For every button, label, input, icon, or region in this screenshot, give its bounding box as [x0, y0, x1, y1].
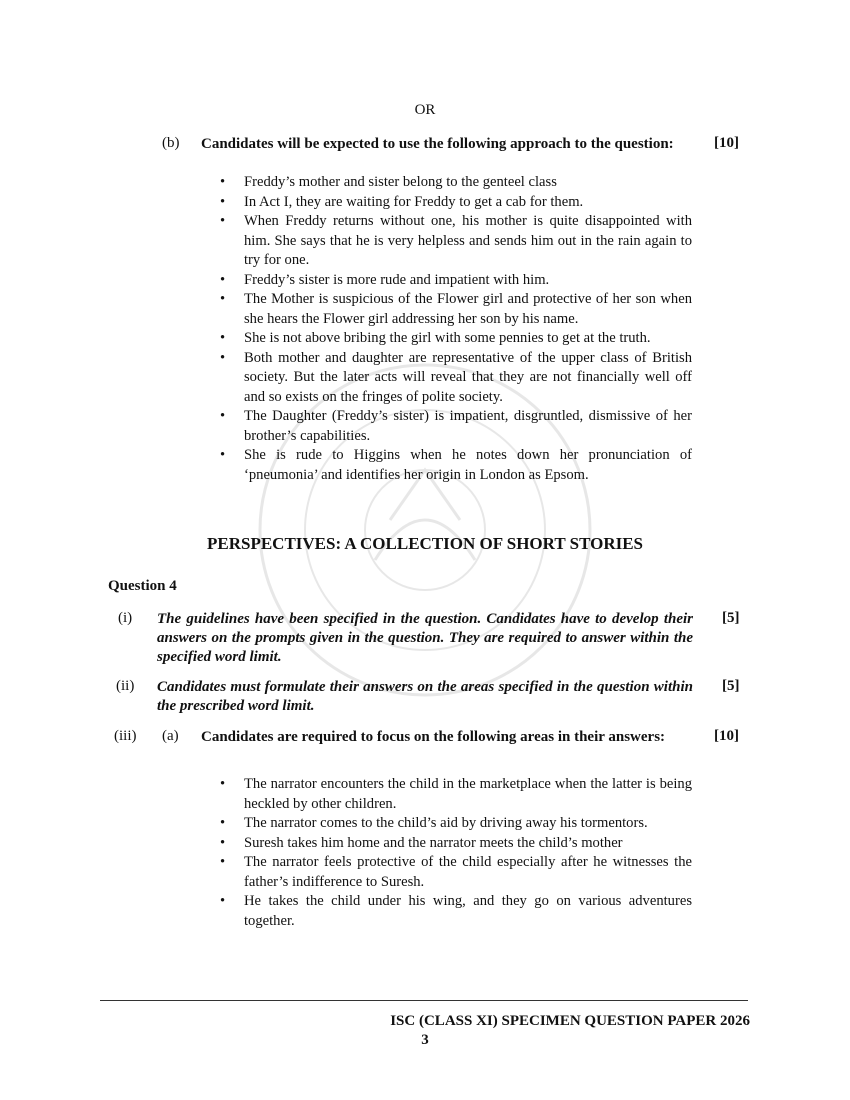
part-b-label: (b)	[162, 135, 180, 151]
list-item: • The Mother is suspicious of the Flower girl and protective of her son when she hears the Flower girl addressing her son by his name.	[220, 291, 692, 327]
list-item: • Both mother and daughter are representative of the upper class of British society. But the later acts will reveal that they are not financially well off and so exists on the fringes of polite society.	[220, 349, 692, 405]
list-item: • Freddy’s mother and sister belong to the genteel class	[220, 173, 692, 193]
list-item: • The narrator comes to the child’s aid by driving away his tormentors.	[220, 814, 692, 834]
footer-divider	[100, 1000, 748, 1001]
list-item: • When Freddy returns without one, his mother is quite disappointed with him. She says that he is very helpless and sends him out in the rain again to try for one.	[220, 213, 692, 268]
bullet-icon: •	[220, 349, 226, 366]
bullet-icon: •	[220, 893, 226, 909]
bullet-icon: •	[220, 193, 226, 210]
q-i-label: (i)	[118, 610, 133, 626]
list-item: • Suresh takes him home and the narrator meets the child’s mother	[220, 834, 692, 854]
footer-paper-title: ISC (CLASS XI) SPECIMEN QUESTION PAPER 2026	[390, 1013, 750, 1029]
q-iii-marks: [10]	[714, 728, 739, 744]
list-item: • The narrator encounters the child in the marketplace when the latter is being heckled by other children.	[220, 776, 692, 812]
bullet-icon: •	[220, 854, 226, 870]
list-item: • The narrator feels protective of the child especially after he witnesses the father’s indifference to Suresh.	[220, 854, 692, 890]
bullet-icon: •	[220, 447, 226, 463]
q-ii-marks: [5]	[722, 678, 740, 694]
q-i-text: The guidelines have been specified in the question. Candidates have to develop their answers on the prompts given in the question. They are required to answer within the specified word limit.	[157, 611, 693, 665]
part-b-bullet-list	[220, 173, 692, 485]
list-item: • She is rude to Higgins when he notes down her pronunciation of ‘pneumonia’ and identifies her origin in London as Epsom.	[220, 447, 692, 483]
bullet-icon: •	[220, 834, 226, 851]
bullet-icon: •	[220, 330, 226, 346]
bullet-icon: •	[220, 271, 226, 288]
part-b-heading: Candidates will be expected to use the following approach to the question:	[201, 136, 674, 152]
q-iii-sub-label: (a)	[162, 728, 179, 744]
q-iii-label: (iii)	[114, 728, 137, 744]
list-item: • In Act I, they are waiting for Freddy to get a cab for them.	[220, 193, 692, 213]
q-i-marks: [5]	[722, 610, 740, 626]
q-ii-text: Candidates must formulate their answers on the areas specified in the question within the prescribed word limit.	[157, 679, 693, 714]
q-iii-heading: Candidates are required to focus on the following areas in their answers:	[201, 729, 666, 745]
or-divider: OR	[414, 102, 436, 118]
q-ii-label: (ii)	[116, 678, 135, 694]
q-iii-bullet-list	[220, 775, 692, 931]
part-b-marks: [10]	[714, 135, 739, 151]
page-number: 3	[421, 1032, 429, 1048]
bullet-icon: •	[220, 776, 226, 792]
bullet-icon: •	[220, 408, 226, 424]
list-item: • She is not above bribing the girl with some pennies to get at the truth.	[220, 329, 692, 349]
list-item: • He takes the child under his wing, and they go on various adventures together.	[220, 893, 692, 929]
section-title: PERSPECTIVES: A COLLECTION OF SHORT STORIES	[206, 534, 644, 553]
list-item: • Freddy’s sister is more rude and impatient with him.	[220, 271, 692, 291]
bullet-icon: •	[220, 291, 226, 307]
question-title: Question 4	[108, 578, 177, 594]
bullet-icon: •	[220, 174, 226, 190]
bullet-icon: •	[220, 815, 226, 831]
bullet-icon: •	[220, 213, 226, 229]
list-item: • The Daughter (Freddy’s sister) is impatient, disgruntled, dismissive of her brother’s capabilities.	[220, 408, 692, 444]
